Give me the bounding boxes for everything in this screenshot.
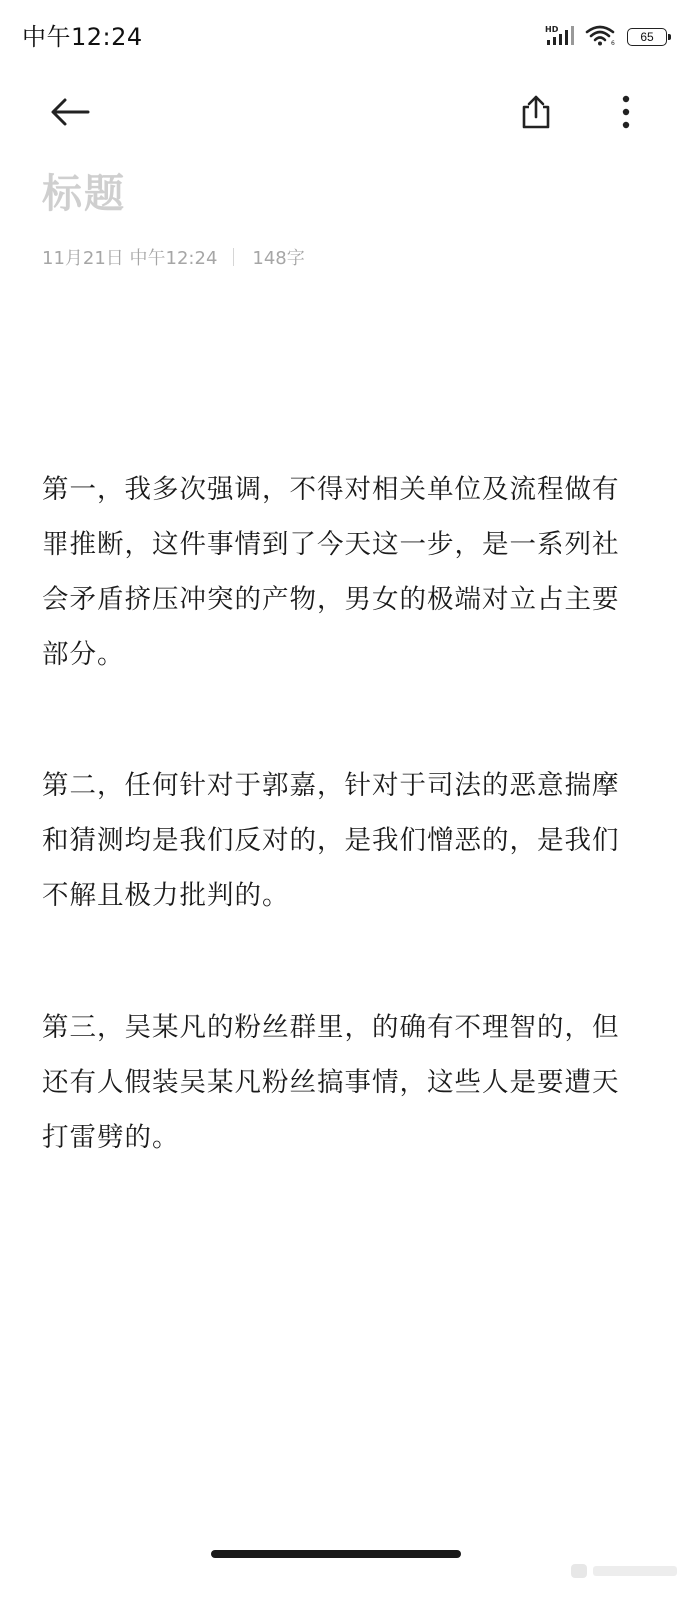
svg-text:6: 6 — [611, 40, 615, 46]
note-paragraph[interactable]: 第一，我多次强调，不得对相关单位及流程做有罪推断，这件事情到了今天这一步，是一系列社会矛盾挤压冲突的产物，男女的极端对立占主要部分。 — [42, 474, 620, 670]
wifi-icon — [585, 24, 617, 50]
svg-text:HD: HD — [545, 25, 559, 34]
more-vertical-icon — [621, 95, 631, 133]
toolbar — [0, 74, 689, 154]
note-date: 11月21日 中午12:24 — [42, 248, 218, 269]
note-meta — [42, 242, 305, 272]
note-word-count: 148字 — [252, 248, 305, 269]
more-button[interactable] — [596, 84, 656, 144]
back-arrow-icon — [50, 97, 90, 131]
status-bar — [0, 0, 689, 74]
battery-icon: 65 — [627, 28, 667, 46]
share-button[interactable] — [506, 84, 566, 144]
note-paragraph[interactable]: 第二，任何针对于郭嘉，针对于司法的恶意揣摩和猜测均是我们反对的，是我们憎恶的，是我们不解且极力批判的。 — [42, 770, 620, 911]
back-button[interactable] — [40, 84, 100, 144]
status-time: 中午12:24 — [22, 23, 143, 51]
meta-divider — [233, 248, 234, 266]
hd-signal-icon — [545, 24, 575, 50]
watermark-logo — [571, 1560, 681, 1582]
note-paragraph[interactable]: 第三，吴某凡的粉丝群里，的确有不理智的，但还有人假装吴某凡粉丝搞事情，这些人是要遭天打雷劈的。 — [42, 1012, 620, 1153]
status-icons — [545, 22, 667, 52]
share-icon — [520, 94, 552, 134]
note-title-input[interactable]: 标题 — [42, 171, 126, 217]
home-indicator[interactable] — [211, 1550, 461, 1558]
